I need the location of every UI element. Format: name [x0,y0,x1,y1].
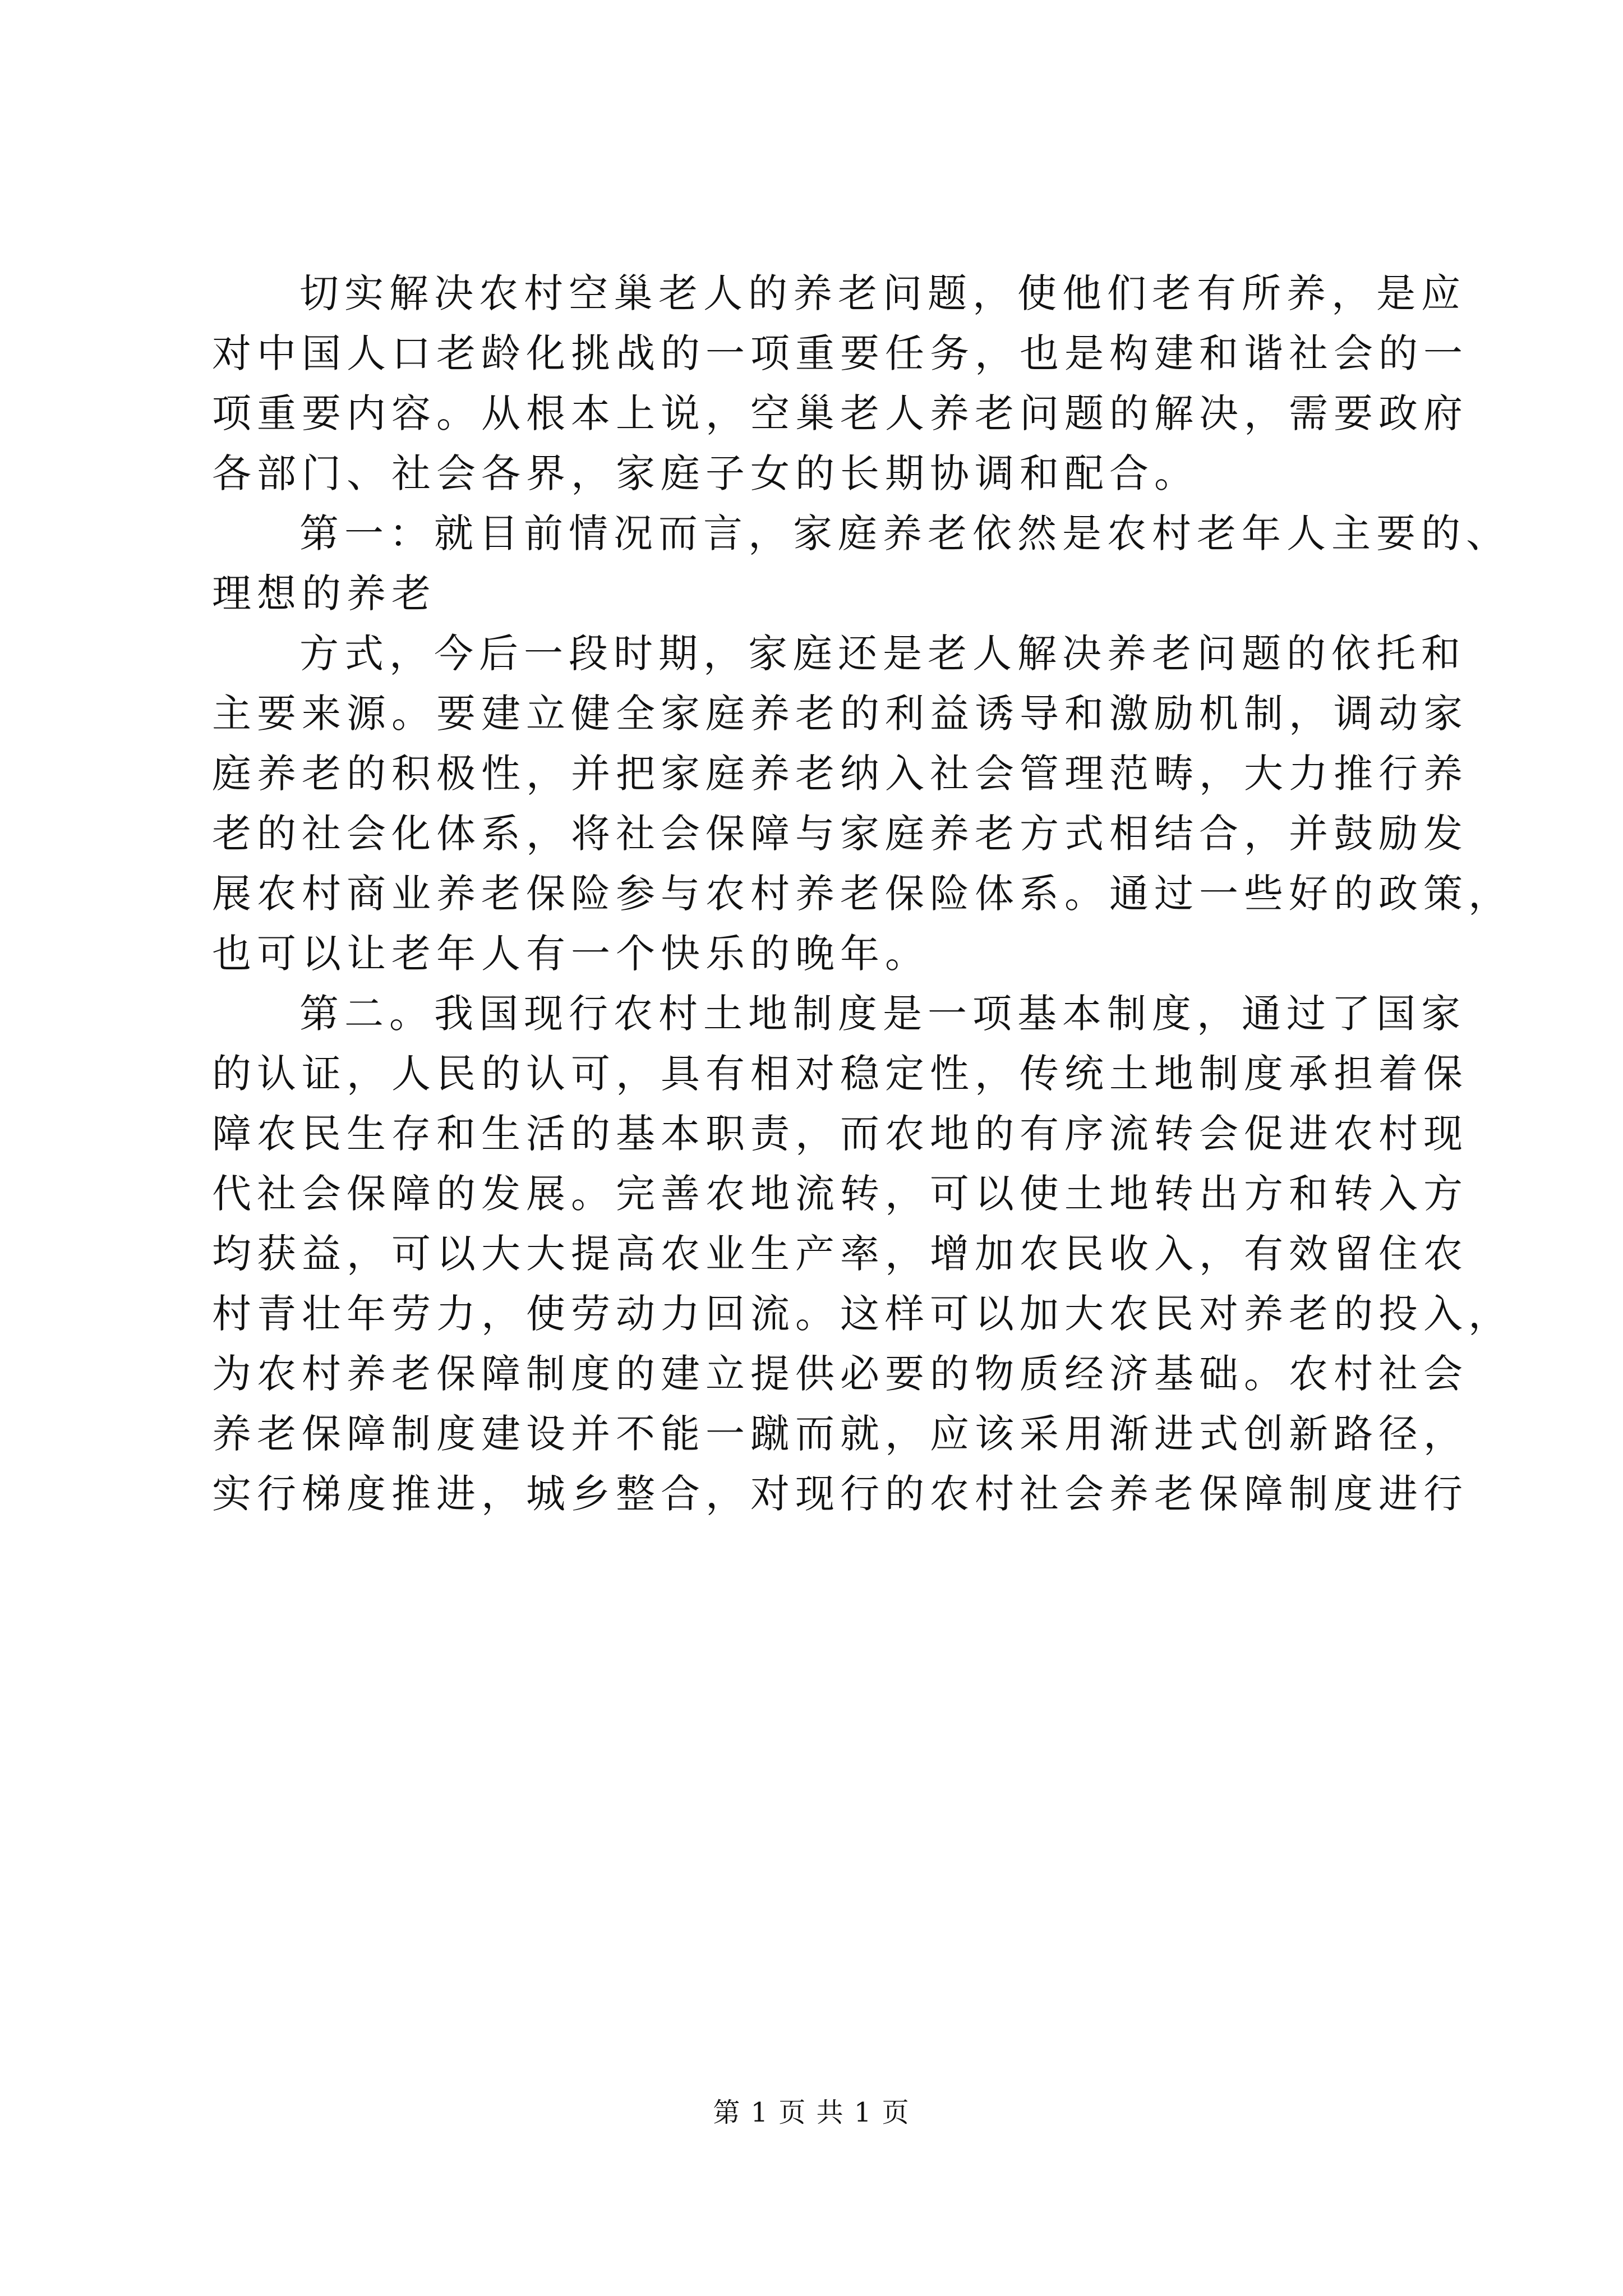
text-line: 对中国人口老龄化挑战的一项重要任务，也是构建和谐社会的一 [212,330,1468,376]
document-body [212,264,1513,1524]
text-line: 理想的养老 [212,570,436,616]
text-line: 各部门、社会各界，家庭子女的长期协调和配合。 [212,450,1199,496]
text-line: 展农村商业养老保险参与农村养老保险体系。通过一些好的政策， [212,871,1513,917]
text-line: 均获益，可以大大提高农业生产率，增加农民收入，有效留住农 [212,1231,1468,1277]
text-line: 养老保障制度建设并不能一蹴而就，应该采用渐进式创新路径， [212,1411,1468,1457]
text-line: 方式，今后一段时期，家庭还是老人解决养老问题的依托和 [299,631,1466,677]
text-line: 项重要内容。从根本上说，空巢老人养老问题的解决，需要政府 [212,390,1468,436]
text-line: 村青壮年劳力，使劳动力回流。这样可以加大农民对养老的投入， [212,1291,1513,1337]
text-line: 第二。我国现行农村土地制度是一项基本制度，通过了国家 [299,991,1466,1037]
page-footer: 第 1 页 共 1 页 [713,2097,910,2128]
text-line: 代社会保障的发展。完善农地流转，可以使土地转出方和转入方 [212,1171,1468,1217]
text-line: 为农村养老保障制度的建立提供必要的物质经济基础。农村社会 [212,1351,1468,1397]
text-line: 障农民生存和生活的基本职责，而农地的有序流转会促进农村现 [212,1111,1468,1157]
text-line: 庭养老的积极性，并把家庭养老纳入社会管理范畴，大力推行养 [212,751,1468,797]
text-line: 第一：就目前情况而言，家庭养老依然是农村老年人主要的、 [299,510,1511,556]
text-line: 主要来源。要建立健全家庭养老的利益诱导和激励机制，调动家 [212,691,1468,737]
text-line: 实行梯度推进，城乡整合，对现行的农村社会养老保障制度进行 [212,1471,1468,1517]
text-line: 也可以让老年人有一个快乐的晚年。 [212,931,930,977]
text-line: 切实解决农村空巢老人的养老问题，使他们老有所养，是应 [299,270,1466,316]
text-line: 的认证，人民的认可，具有相对稳定性，传统土地制度承担着保 [212,1051,1468,1097]
text-line: 老的社会化体系，将社会保障与家庭养老方式相结合，并鼓励发 [212,811,1468,857]
